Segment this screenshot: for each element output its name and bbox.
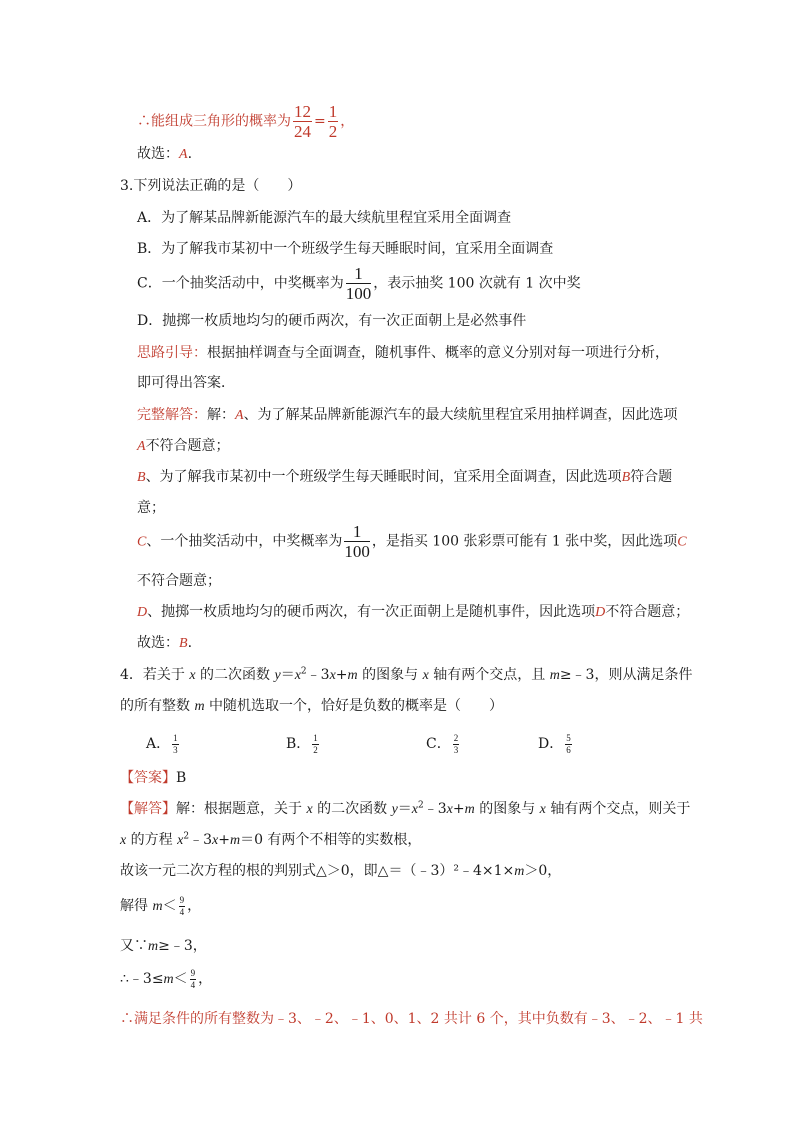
q4-sol6-fraction <box>190 969 197 990</box>
q3-full7-b: 、抛掷一枚质地均匀的硬币两次，有一次正面朝上是随机事件，因此选项 <box>147 604 596 620</box>
q3-answer-line <box>137 634 192 653</box>
q3-guide-line1 <box>137 344 669 362</box>
q4-opt-b-den: 2 <box>313 744 318 755</box>
q4-sol1-x4: x <box>539 802 546 817</box>
q3-full-line1 <box>137 406 678 425</box>
q4-sol6-frac-num: 9 <box>190 967 196 978</box>
q4-sol1-m: m <box>464 802 475 817</box>
q4-sol1-g: 轴有两个交点，则关于 <box>545 801 691 817</box>
q4-sol1-a: 解：根据题意，关于 <box>176 801 307 817</box>
q4-s1-x3: x <box>329 668 336 683</box>
q2-frac2-den: 2 <box>328 122 338 141</box>
q3-full1-a: 解： <box>207 407 235 423</box>
q3-option-b: B．为了解我市某初中一个班级学生每天睡眠时间，宜采用全面调查 <box>137 241 554 257</box>
q4-sol2-m: m <box>229 833 241 848</box>
q4-sol6-frac-den: 4 <box>190 979 196 990</box>
q4-sol1-x2: x <box>411 802 419 817</box>
q2-fraction-1-2 <box>328 103 339 140</box>
q3-guide-text1: 根据抽样调查与全面调查，随机事件、概率的意义分别对每一项进行分析， <box>207 345 669 361</box>
q4-sol6-m: m <box>163 972 174 987</box>
q4-s1-a: 4．若关于 <box>120 667 190 683</box>
q4-opt-a-num: 1 <box>173 732 178 743</box>
q4-sol2-b: ﹣3 <box>189 832 212 848</box>
q4-answer-line <box>120 769 186 787</box>
q4-opt-c-den: 3 <box>453 744 459 755</box>
q4-sol1-y: y <box>391 802 398 817</box>
q4-sol1-sup: 2 <box>418 800 424 811</box>
q4-options <box>146 730 574 758</box>
q4-opt-b-fraction <box>312 734 319 755</box>
q4-opt-b-num: 1 <box>313 732 318 743</box>
q4-s1-c: ＝ <box>280 667 295 683</box>
q4-answer-label: 【答案】 <box>120 770 176 786</box>
q2-fraction-12-24 <box>293 103 312 140</box>
q4-sol2-d: ＝0 有两个不相等的实数根， <box>240 832 422 848</box>
q4-sol5-m: m <box>148 939 159 954</box>
q4-option-b <box>286 730 426 758</box>
q4-opt-c-label: C． <box>426 736 451 752</box>
q4-solution-line7: ∴满足条件的所有整数为﹣3、﹣2、﹣1、0、1、2 共计 6 个，其中负数有﹣3、﹣2、﹣1 共 <box>120 1011 703 1027</box>
q3-guide-line2: 即可得出答案． <box>137 375 235 391</box>
q4-s1-x: x <box>189 668 196 683</box>
q4-opt-d-label: D． <box>538 736 564 752</box>
q4-s1-h: ≥﹣3，则从满足条件 <box>559 667 693 683</box>
q4-sol5-a: 又∵ <box>120 938 148 954</box>
q3-answer-letter: B <box>179 636 188 651</box>
q3-full2-a: A <box>137 439 146 454</box>
q4-solution-line5 <box>120 937 207 956</box>
q4-sol1-c: ＝ <box>397 801 412 817</box>
q2-eq: = <box>314 113 326 130</box>
q3-full5-a: C <box>137 534 147 550</box>
q3-full5-frac-num: 1 <box>344 523 370 542</box>
q3-full-line2 <box>137 437 230 456</box>
q4-sol6-a: ∴﹣3≤ <box>120 971 164 987</box>
q2-frac2-num: 1 <box>328 102 338 121</box>
q3-full3-a: B <box>137 470 146 485</box>
q2-answer-line <box>137 145 192 164</box>
q4-solution-line1 <box>120 800 690 819</box>
q2-answer-prefix: 故选： <box>137 146 179 162</box>
q4-sol3-m: m <box>514 864 525 879</box>
q3-answer-suffix: . <box>187 635 193 651</box>
q4-sol1-x3: x <box>446 802 453 817</box>
q4-sol4-frac-den: 4 <box>179 906 185 917</box>
q4-opt-c-num: 2 <box>453 732 459 743</box>
q4-sol3-text: 故该一元二次方程的根的判别式△＞0，即△＝（﹣3）²﹣4×1× <box>120 863 515 879</box>
q3-full5-b: 、一个抽奖活动中，中奖概率为 <box>146 533 343 550</box>
q4-sol6-b: ＜ <box>173 971 188 987</box>
q3-opt-c-frac-den: 100 <box>345 284 372 303</box>
q4-sol2-sup: 2 <box>183 831 190 842</box>
q3-full5-c: ，是指买 100 张彩票可能有 1 张中奖，因此选项 <box>371 533 678 550</box>
q4-s1-d: ﹣3 <box>306 667 330 683</box>
q3-guide-label: 思路引导： <box>137 345 207 361</box>
q3-full5-d: C <box>677 534 687 550</box>
q4-sol4-frac-num: 9 <box>179 894 185 905</box>
q4-opt-b-label: B． <box>286 736 311 752</box>
q3-full-line5 <box>137 523 687 560</box>
q3-full-line4: 意； <box>137 500 165 516</box>
q3-option-a: A．为了解某品牌新能源汽车的最大续航里程宜采用全面调查 <box>137 210 512 226</box>
q2-prob-prefix: ∴能组成三角形的概率为 <box>137 113 291 130</box>
q4-opt-d-fraction <box>565 734 572 755</box>
q4-option-a <box>146 730 286 758</box>
q2-frac1-den: 24 <box>294 122 311 141</box>
q4-s2-m: m <box>194 699 205 714</box>
q4-stem-line1 <box>120 666 692 685</box>
q2-frac1-num: 12 <box>294 102 311 121</box>
q2-prob-suffix: ， <box>340 113 355 130</box>
q3-opt-c-suffix: ，表示抽奖 100 次就有 1 次中奖 <box>373 275 581 292</box>
q3-full-line6: 不符合题意； <box>137 573 221 589</box>
q3-full1-c: 、为了解某品牌新能源汽车的最大续航里程宜采用抽样调查，因此选项 <box>243 407 678 423</box>
q4-sol4-b: ＜ <box>162 898 177 914</box>
q4-s1-m: m <box>347 668 358 683</box>
q3-full7-d: 不符合题意； <box>605 604 690 620</box>
q4-option-d <box>538 730 574 758</box>
q4-sol4-c: ， <box>187 898 202 914</box>
q3-opt-c-prefix: C．一个抽奖活动中，中奖概率为 <box>137 275 344 292</box>
q4-s2-a: 的所有整数 <box>120 698 195 714</box>
q4-sol4-m: m <box>152 899 163 914</box>
q3-full3-d: 符合题 <box>630 469 673 485</box>
q4-s1-m2: m <box>549 668 560 683</box>
q4-stem-line2 <box>120 697 503 716</box>
q3-full3-b: 、为了解我市某初中一个班级学生每天睡眠时间，宜采用全面调查，因此选项 <box>145 469 622 485</box>
q3-opt-c-frac-num: 1 <box>346 265 372 284</box>
q4-sol4-a: 解得 <box>120 898 153 914</box>
q4-s1-f: 的图象与 <box>357 667 423 683</box>
q3-full5-fraction <box>344 523 370 560</box>
q4-solution-line6 <box>120 965 212 994</box>
q4-sol1-b: 的二次函数 <box>312 801 392 817</box>
q4-s1-g: 轴有两个交点，且 <box>428 667 550 683</box>
q2-answer-letter: A <box>179 147 188 162</box>
q4-sol3-b: ＞0， <box>524 863 562 879</box>
q3-option-c <box>137 265 581 302</box>
q4-solution-line4 <box>120 892 201 921</box>
q3-full7-a: D <box>137 605 148 620</box>
q4-s1-x2: x <box>294 668 301 683</box>
q4-sol1-f: 的图象与 <box>474 801 540 817</box>
q4-solution-label: 【解答】 <box>120 801 176 817</box>
q4-s1-b: 的二次函数 <box>195 667 275 683</box>
q4-sol2-c: + <box>218 832 230 848</box>
q4-answer-value: B <box>176 770 187 786</box>
q3-full-label: 完整解答： <box>137 407 207 423</box>
q4-sol2-a: 的方程 <box>126 832 178 848</box>
q3-full5-frac-den: 100 <box>344 542 370 561</box>
q4-opt-a-den: 3 <box>173 744 178 755</box>
q3-opt-c-fraction <box>346 265 372 302</box>
q4-opt-c-fraction <box>453 734 460 755</box>
q2-probability-line <box>137 103 354 140</box>
q4-s2-b: 中随机选取一个，恰好是负数的概率是（ ） <box>204 698 504 714</box>
q4-opt-a-fraction <box>172 734 179 755</box>
q4-sol2-x2: x <box>177 833 184 848</box>
q3-full2-b: 不符合题意； <box>145 438 230 454</box>
q4-s1-e: + <box>335 667 348 683</box>
q4-opt-a-label: A． <box>146 736 171 752</box>
q4-sol1-d: ﹣3 <box>423 801 447 817</box>
q4-solution-line3 <box>120 862 561 881</box>
q4-sol6-c: ， <box>198 971 213 987</box>
q4-opt-d-num: 5 <box>566 732 571 743</box>
q4-sol2-x3: x <box>212 833 219 848</box>
q3-answer-prefix: 故选： <box>137 635 179 651</box>
q4-sol1-x: x <box>306 802 313 817</box>
q3-full-line3 <box>137 468 672 487</box>
q4-sol2-x: x <box>120 833 127 848</box>
q4-sol5-b: ≥﹣3， <box>158 938 207 954</box>
q4-sol4-fraction <box>179 896 186 917</box>
q3-full3-c: B <box>621 470 631 485</box>
q4-opt-d-den: 6 <box>566 744 571 755</box>
q3-stem: 3.下列说法正确的是（ ） <box>120 178 302 194</box>
q2-answer-suffix: . <box>187 146 193 162</box>
q4-s1-y: y <box>274 668 281 683</box>
q4-s1-sup: 2 <box>300 666 307 677</box>
q4-sol1-e: + <box>452 801 465 817</box>
q4-solution-line2 <box>120 831 421 850</box>
q3-full-line7 <box>137 603 689 622</box>
q4-option-c <box>426 730 538 758</box>
q3-full1-b: A <box>235 408 244 423</box>
q4-s1-x4: x <box>422 668 429 683</box>
q3-full7-c: D <box>595 605 606 620</box>
q3-option-d: D．抛掷一枚质地均匀的硬币两次，有一次正面朝上是必然事件 <box>137 313 527 329</box>
